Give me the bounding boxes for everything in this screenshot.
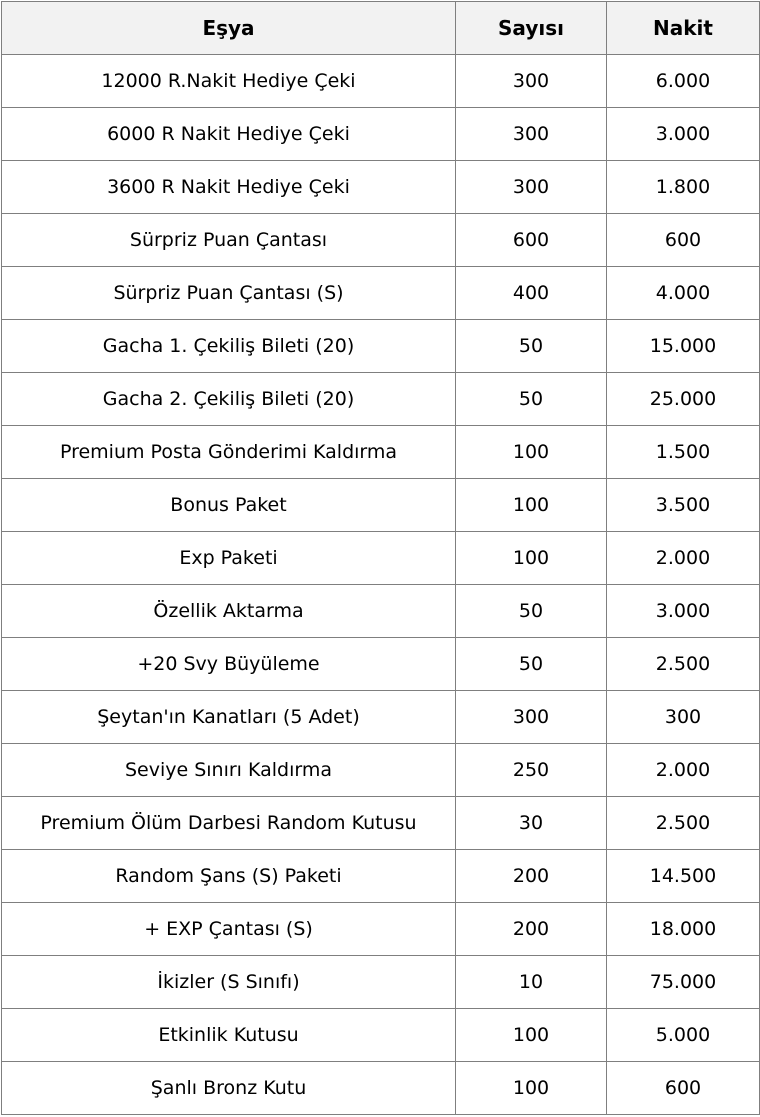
cell-count: 300 [456, 55, 607, 108]
cell-item: Random Şans (S) Paketi [2, 850, 456, 903]
cell-cash: 15.000 [607, 320, 760, 373]
cell-cash: 18.000 [607, 903, 760, 956]
cell-item: Etkinlik Kutusu [2, 1009, 456, 1062]
cell-item: 3600 R Nakit Hediye Çeki [2, 161, 456, 214]
cell-cash: 1.500 [607, 426, 760, 479]
table-row [2, 479, 760, 532]
cell-count: 200 [456, 850, 607, 903]
cell-cash: 25.000 [607, 373, 760, 426]
cell-cash: 1.800 [607, 161, 760, 214]
cell-item: Seviye Sınırı Kaldırma [2, 744, 456, 797]
cell-count: 100 [456, 479, 607, 532]
cell-cash: 300 [607, 691, 760, 744]
cell-count: 200 [456, 903, 607, 956]
cell-item: 12000 R.Nakit Hediye Çeki [2, 55, 456, 108]
table-row [2, 956, 760, 1009]
table-row [2, 1062, 760, 1115]
table-body [2, 55, 760, 1115]
cell-cash: 2.000 [607, 744, 760, 797]
table-row [2, 426, 760, 479]
cell-item: 6000 R Nakit Hediye Çeki [2, 108, 456, 161]
cell-cash: 6.000 [607, 55, 760, 108]
cell-cash: 5.000 [607, 1009, 760, 1062]
table-row [2, 744, 760, 797]
table-row [2, 850, 760, 903]
table-header-row [2, 2, 760, 55]
cell-cash: 2.500 [607, 638, 760, 691]
cell-item: + EXP Çantası (S) [2, 903, 456, 956]
cell-cash: 3.000 [607, 108, 760, 161]
cell-cash: 600 [607, 1062, 760, 1115]
item-price-table [1, 1, 760, 1115]
cell-item: Gacha 2. Çekiliş Bileti (20) [2, 373, 456, 426]
cell-cash: 14.500 [607, 850, 760, 903]
cell-count: 300 [456, 691, 607, 744]
cell-count: 100 [456, 532, 607, 585]
cell-count: 50 [456, 585, 607, 638]
table-row [2, 108, 760, 161]
cell-cash: 3.500 [607, 479, 760, 532]
cell-count: 10 [456, 956, 607, 1009]
cell-item: Premium Posta Gönderimi Kaldırma [2, 426, 456, 479]
cell-item: Premium Ölüm Darbesi Random Kutusu [2, 797, 456, 850]
header-cash: Nakit [607, 2, 760, 55]
table-row [2, 797, 760, 850]
table-row [2, 161, 760, 214]
table-row [2, 1009, 760, 1062]
cell-count: 600 [456, 214, 607, 267]
cell-cash: 2.500 [607, 797, 760, 850]
cell-item: +20 Svy Büyüleme [2, 638, 456, 691]
header-item: Eşya [2, 2, 456, 55]
cell-item: Şanlı Bronz Kutu [2, 1062, 456, 1115]
cell-item: Sürpriz Puan Çantası [2, 214, 456, 267]
cell-item: Exp Paketi [2, 532, 456, 585]
table-row [2, 903, 760, 956]
cell-count: 100 [456, 426, 607, 479]
table-row [2, 55, 760, 108]
cell-count: 30 [456, 797, 607, 850]
cell-count: 50 [456, 320, 607, 373]
cell-item: Sürpriz Puan Çantası (S) [2, 267, 456, 320]
cell-count: 100 [456, 1062, 607, 1115]
cell-count: 400 [456, 267, 607, 320]
cell-cash: 600 [607, 214, 760, 267]
table-row [2, 691, 760, 744]
table-row [2, 373, 760, 426]
table-row [2, 267, 760, 320]
cell-count: 250 [456, 744, 607, 797]
cell-item: Gacha 1. Çekiliş Bileti (20) [2, 320, 456, 373]
cell-cash: 2.000 [607, 532, 760, 585]
cell-count: 300 [456, 161, 607, 214]
cell-count: 300 [456, 108, 607, 161]
header-count: Sayısı [456, 2, 607, 55]
cell-item: Özellik Aktarma [2, 585, 456, 638]
cell-item: Şeytan'ın Kanatları (5 Adet) [2, 691, 456, 744]
table-row [2, 320, 760, 373]
table-row [2, 214, 760, 267]
cell-item: İkizler (S Sınıfı) [2, 956, 456, 1009]
cell-cash: 3.000 [607, 585, 760, 638]
table-row [2, 638, 760, 691]
cell-item: Bonus Paket [2, 479, 456, 532]
cell-cash: 4.000 [607, 267, 760, 320]
cell-count: 50 [456, 373, 607, 426]
table-row [2, 532, 760, 585]
cell-count: 100 [456, 1009, 607, 1062]
table-row [2, 585, 760, 638]
cell-cash: 75.000 [607, 956, 760, 1009]
cell-count: 50 [456, 638, 607, 691]
